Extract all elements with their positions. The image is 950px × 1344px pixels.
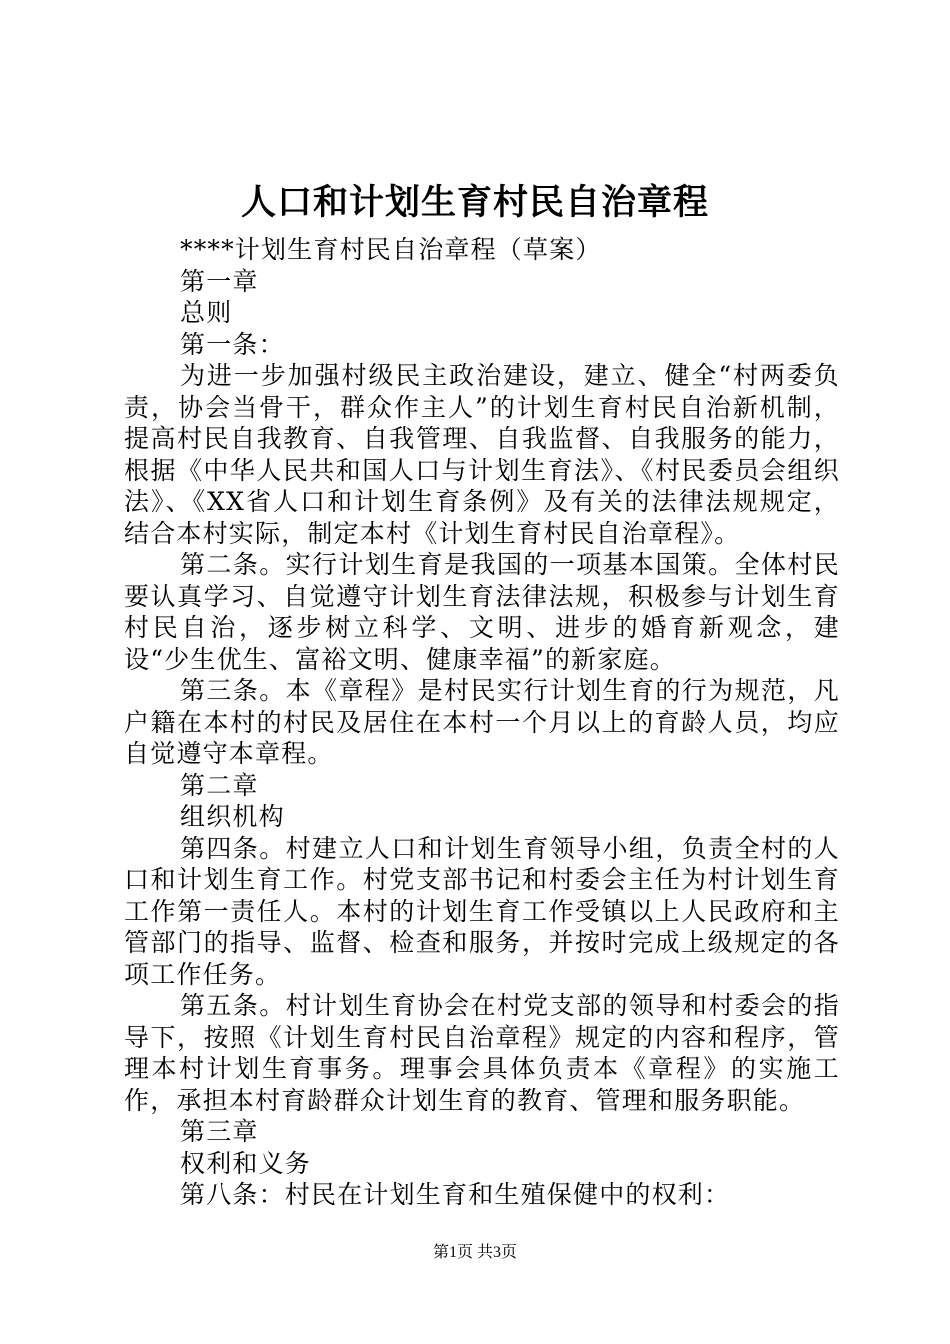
chapter-1-title: 总则	[180, 298, 233, 327]
document-title: 人口和计划生育村民自治章程	[240, 182, 709, 223]
chapter-3-heading: 第三章	[180, 1117, 259, 1146]
article-3-text: 第三条。本《章程》是村民实行计划生育的行为规范，凡户籍在本村的村民及居住在本村一个月以上的育龄人员，均应自觉遵守本章程。	[124, 676, 840, 768]
chapter-2-heading: 第二章	[180, 770, 259, 800]
draft-heading: ****计划生育村民自治章程（草案）	[180, 235, 602, 264]
page-footer: 第1页 共3页	[432, 1244, 517, 1261]
chapter-3-title: 权利和义务	[180, 1148, 312, 1178]
article-4-text: 第四条。村建立人口和计划生育领导小组，负责全村的人口和计划生育工作。村党支部书记和村委会主任为村计划生育工作第一责任人。本村的计划生育工作受镇以上人民政府和主管部门的指导、监督、检查和服务，并按时完成上级规定的各项工作任务。	[124, 833, 840, 989]
chapter-1-heading: 第一章	[180, 266, 259, 296]
document-body	[124, 234, 840, 1211]
article-1-text: 为进一步加强村级民主政治建设，建立、健全“村两委负责，协会当骨干，群众作主人”的计划生育村民自治新机制，提高村民自我教育、自我管理、自我监督、自我服务的能力，根据《中华人民共和国人口与计划生育法》、《村民委员会组织法》、《XX省人口和计划生育条例》及有关的法律法规规定，结合本村实际，制定本村《计划生育村民自治章程》。	[124, 361, 840, 548]
article-5-text: 第五条。村计划生育协会在村党支部的领导和村委会的指导下，按照《计划生育村民自治章程》规定的内容和程序，管理本村计划生育事务。理事会具体负责本《章程》的实施工作，承担本村育龄群众计划生育的教育、管理和服务职能。	[124, 991, 840, 1115]
article-1-heading: 第一条：	[180, 329, 285, 359]
article-8-text: 第八条：村民在计划生育和生殖保健中的权利：	[180, 1180, 731, 1209]
chapter-2-title: 组织机构	[180, 802, 285, 831]
article-2-text: 第二条。实行计划生育是我国的一项基本国策。全体村民要认真学习、自觉遵守计划生育法律法规，积极参与计划生育村民自治，逐步树立科学、文明、进步的婚育新观念，建设“少生优生、富裕文明、健康幸福”的新家庭。	[124, 550, 840, 674]
